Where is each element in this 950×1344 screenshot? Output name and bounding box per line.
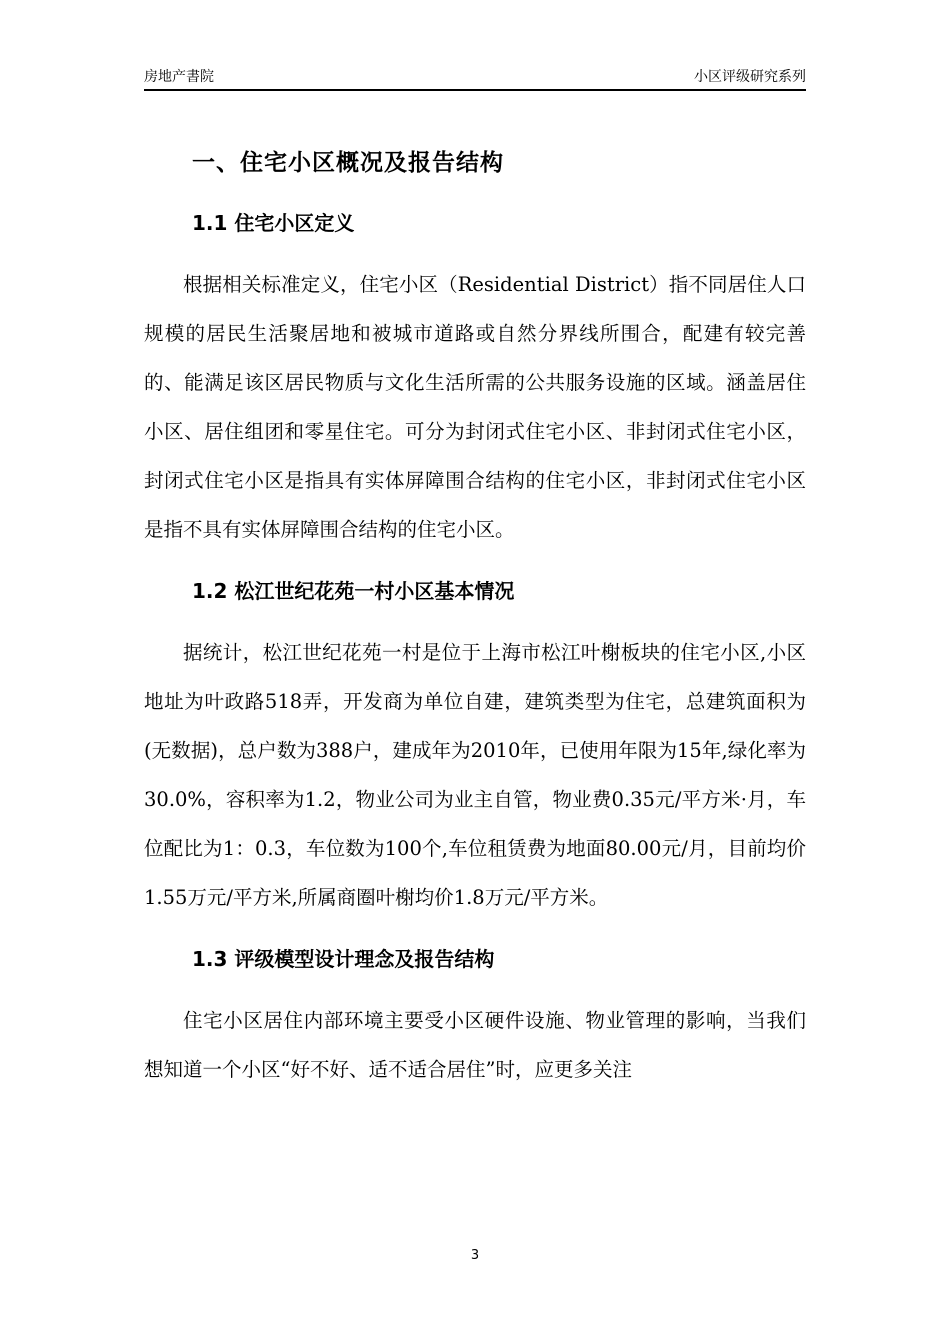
header-publisher: 房地产書院 [144,69,214,85]
section-paragraph-1-3: 住宅小区居住内部环境主要受小区硬件设施、物业管理的影响，当我们想知道一个小区“好不好、适不适合居住”时，应更多关注 [144,1009,806,1081]
section-heading-1-1: 1.1 住宅小区定义 [192,211,355,235]
header-divider [144,89,806,91]
section-heading-1-3: 1.3 评级模型设计理念及报告结构 [192,947,495,971]
section-heading-1-2: 1.2 松江世纪花苑一村小区基本情况 [192,579,515,603]
document-body [144,140,806,1094]
chapter-title: 一、住宅小区概况及报告结构 [192,150,504,176]
header-series-title: 小区评级研究系列 [694,69,806,85]
page-header [144,66,806,88]
section-paragraph-1-1: 根据相关标准定义，住宅小区（Residential District）指不同居住人口规模的居民生活聚居地和被城市道路或自然分界线所围合，配建有较完善的、能满足该区居民物质与文化生活所需的公共服务设施的区域。涵盖居住小区、居住组团和零星住宅。可分为封闭式住宅小区、非封闭式住宅小区，封闭式住宅小区是指具有实体屏障围合结构的住宅小区，非封闭式住宅小区是指不具有实体屏障围合结构的住宅小区。 [144,273,806,541]
page-number: 3 [470,1248,480,1263]
section-paragraph-1-2: 据统计，松江世纪花苑一村是位于上海市松江叶榭板块的住宅小区,小区地址为叶政路518弄，开发商为单位自建，建筑类型为住宅，总建筑面积为(无数据)，总户数为388户，建成年为2010年，已使用年限为15年,绿化率为30.0%，容积率为1.2，物业公司为业主自管，物业费0.35元/平方米·月，车位配比为1：0.3，车位数为100个,车位租赁费为地面80.00元/月，目前均价1.55万元/平方米,所属商圈叶榭均价1.8万元/平方米。 [144,641,806,909]
